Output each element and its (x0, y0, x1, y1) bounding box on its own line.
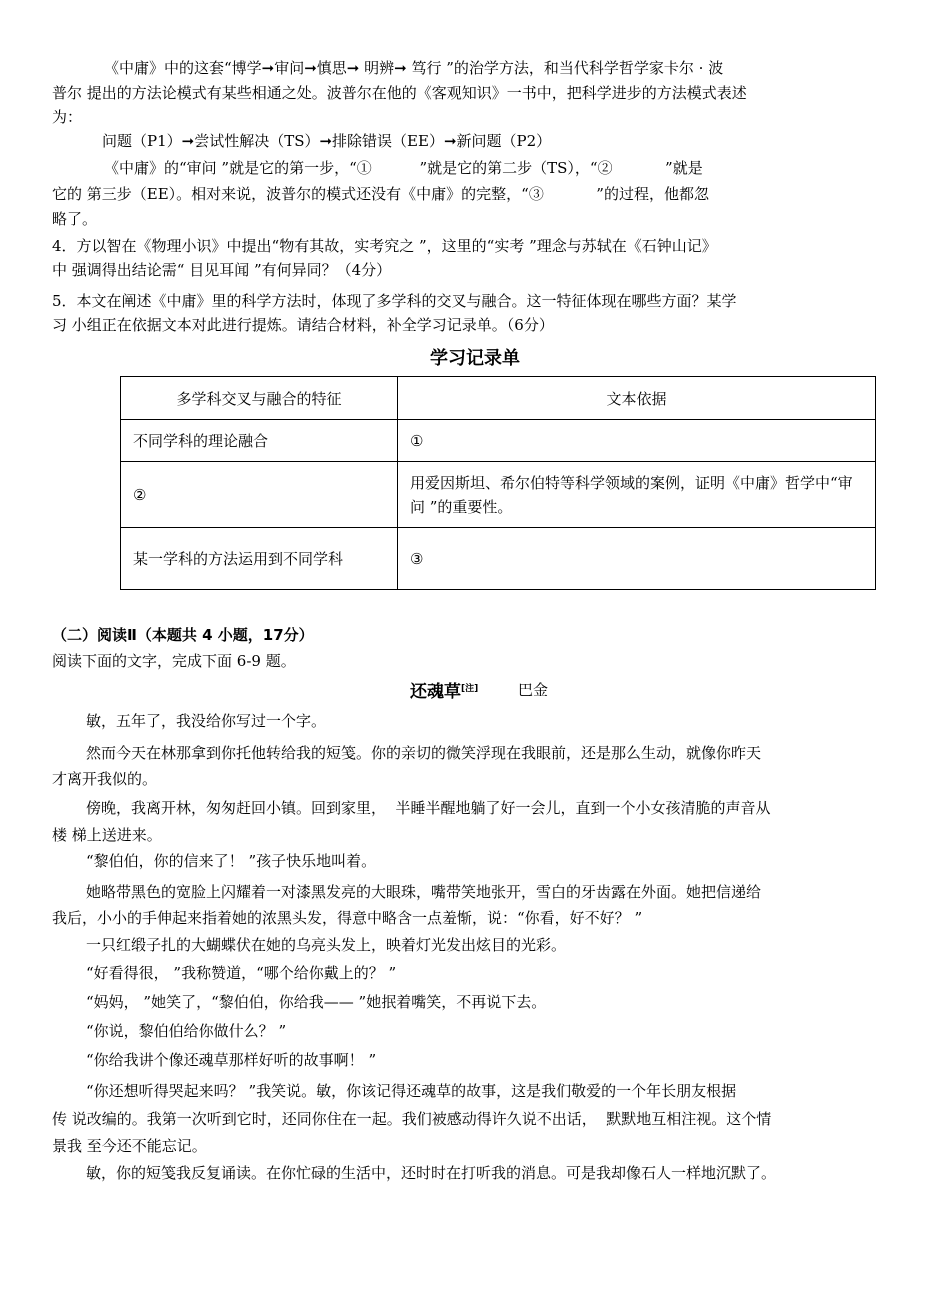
passage-line: 普尔 提出的方法论模式有某些相通之处。波普尔在他的《客观知识》一书中，把科学进步的方法模式表述 (52, 84, 747, 102)
story-line: “好看得很， ”我称赞道，“哪个给你戴上的？ ” (86, 964, 397, 982)
passage-line: 它的 第三步（EE）。相对来说，波普尔的模式还没有《中庸》的完整，“③ ”的过程，他都忽 (52, 185, 709, 203)
section-heading: （二）阅读Ⅱ（本题共 4 小题，17分） (52, 626, 314, 644)
story-line: 才离开我似的。 (52, 770, 158, 788)
table-cell-basis: 用爱因斯坦、希尔伯特等科学领域的案例，证明《中庸》哲学中“审问 ”的重要性。 (398, 462, 876, 528)
passage-line: 略了。 (52, 210, 98, 228)
table-header-row (121, 377, 876, 420)
table-cell-basis: ③ (398, 528, 876, 590)
table-header: 多学科交叉与融合的特征 (121, 377, 398, 420)
story-line: “你给我讲个像还魂草那样好听的故事啊！ ” (86, 1051, 377, 1069)
story-title-text: 还魂草 (410, 682, 461, 702)
story-line: 傍晚，我离开林，匆匆赶回小镇。回到家里， 半睡半醒地躺了好一会儿，直到一个小女孩清脆的声音从 (86, 799, 771, 817)
story-line: 楼 梯上送进来。 (52, 826, 162, 844)
record-table (120, 376, 876, 590)
method-formula: 问题（P1）➞尝试性解决（TS）➞排除错误（EE）➞新问题（P2） (102, 132, 552, 150)
table-row (121, 462, 876, 528)
story-title (410, 677, 478, 702)
table-cell-basis: ① (398, 420, 876, 462)
question-5: 5．本文在阐述《中庸》里的科学方法时，体现了多学科的交叉与融合。这一特征体现在哪些方面？某学 (52, 292, 737, 310)
passage-line: 《中庸》中的这套“博学➞审问➞慎思➞ 明辨➞ 笃行 ”的治学方法，和当代科学哲学家卡尔 · 波 (104, 59, 724, 77)
question-5: 习 小组正在依据文本对此进行提炼。请结合材料，补全学习记录单。（6分） (52, 316, 554, 334)
section-instruction: 阅读下面的文字，完成下面 6-9 题。 (52, 652, 296, 670)
story-line: “你说，黎伯伯给你做什么？ ” (86, 1022, 287, 1040)
story-line: “妈妈， ”她笑了，“黎伯伯，你给我—— ”她抿着嘴笑，不再说下去。 (86, 993, 547, 1011)
story-line: 我后，小小的手伸起来指着她的浓黑头发，得意中略含一点羞惭，说：“你看，好不好？ ” (52, 909, 643, 927)
question-4: 中 强调得出结论需“ 目见耳闻 ”有何异同？（4分） (52, 261, 392, 279)
table-header: 文本依据 (398, 377, 876, 420)
passage-line: 为： (52, 108, 83, 126)
story-line: 敏，五年了，我没给你写过一个字。 (86, 712, 327, 730)
table-row (121, 528, 876, 590)
story-line: 景我 至今还不能忘记。 (52, 1137, 207, 1155)
passage-line: 《中庸》的“审问 ”就是它的第一步，“① ”就是它的第二步（TS），“② ”就是 (104, 159, 703, 177)
story-line: 然而今天在林那拿到你托他转给我的短笺。你的亲切的微笑浮现在我眼前，还是那么生动，就像你昨天 (86, 744, 762, 762)
story-line: “黎伯伯，你的信来了！ ”孩子快乐地叫着。 (86, 852, 377, 870)
table-row (121, 420, 876, 462)
table-cell-feature: 某一学科的方法运用到不同学科 (121, 528, 398, 590)
story-title-note: [注] (461, 684, 479, 694)
story-author: 巴金 (518, 681, 549, 699)
table-title: 学习记录单 (430, 348, 520, 369)
story-line: 敏，你的短笺我反复诵读。在你忙碌的生活中，还时时在打听我的消息。可是我却像石人一样地沉默了。 (86, 1164, 777, 1182)
story-line: 一只红缎子扎的大蝴蝶伏在她的乌亮头发上，映着灯光发出炫目的光彩。 (86, 936, 567, 954)
story-line: 她略带黑色的宽脸上闪耀着一对漆黑发亮的大眼珠，嘴带笑地张开，雪白的牙齿露在外面。她把信递给 (86, 883, 762, 901)
story-line: “你还想听得哭起来吗？ ”我笑说。敏，你该记得还魂草的故事，这是我们敬爱的一个年长朋友根据 (86, 1082, 737, 1100)
story-line: 传 说改编的。我第一次听到它时，还同你住在一起。我们被感动得许久说不出话， 默默地互相注视。这个情 (52, 1110, 772, 1128)
table-cell-feature: 不同学科的理论融合 (121, 420, 398, 462)
table-cell-feature: ② (121, 462, 398, 528)
question-4: 4．方以智在《物理小识》中提出“物有其故，实考究之 ”，这里的“实考 ”理念与苏轼在《石钟山记》 (52, 237, 717, 255)
